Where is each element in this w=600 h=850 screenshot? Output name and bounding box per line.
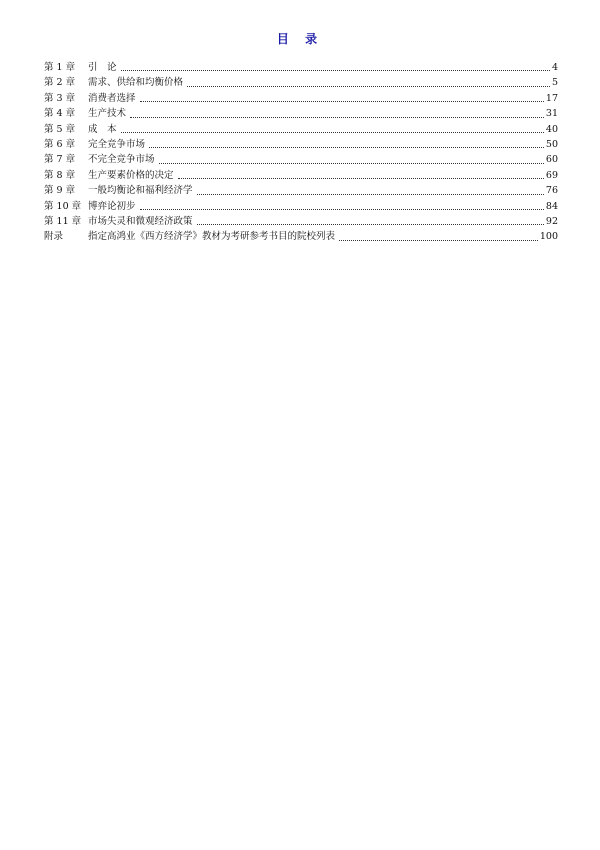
toc-chapter-number: 第 8 章 [44,169,76,181]
toc-chapter-number: 附录 [44,231,64,243]
toc-entry[interactable] [44,229,558,244]
toc-dot-leader [149,147,544,148]
toc-chapter-title: 需求、供给和均衡价格 [88,77,184,89]
toc-dot-leader [140,101,544,102]
toc-chapter-title: 一般均衡论和福利经济学 [88,185,193,197]
toc-entry[interactable] [44,168,558,183]
toc-entry[interactable] [44,199,558,214]
toc-chapter-title: 消费者选择 [88,92,136,104]
toc-chapter-title: 完全竞争市场 [88,138,146,150]
toc-dot-leader [121,70,550,71]
toc-dot-leader [140,209,544,210]
toc-chapter-number: 第 3 章 [44,92,76,104]
toc-page-number: 50 [545,138,558,150]
toc-chapter-number: 第 9 章 [44,185,76,197]
toc-chapter-title: 市场失灵和微观经济政策 [88,215,193,227]
toc-entry[interactable] [44,214,558,229]
toc-chapter-title: 成 本 [88,123,117,135]
toc-dot-leader [197,194,544,195]
toc-list [44,60,558,245]
toc-dot-leader [178,178,544,179]
toc-title: 目 录 [276,32,324,46]
toc-dot-leader [159,163,544,164]
toc-page-number: 17 [545,92,558,104]
toc-page-number: 100 [539,231,558,243]
toc-entry[interactable] [44,91,558,106]
toc-entry[interactable] [44,122,558,137]
toc-page-number: 4 [551,61,558,73]
toc-entry[interactable] [44,106,558,121]
toc-chapter-number: 第 7 章 [44,154,76,166]
toc-entry[interactable] [44,75,558,90]
toc-dot-leader [121,132,544,133]
toc-chapter-number: 第 1 章 [44,61,76,73]
toc-chapter-number: 第 6 章 [44,138,76,150]
toc-chapter-title: 生产要素价格的决定 [88,169,174,181]
toc-page-number: 84 [545,200,558,212]
toc-dot-leader [130,117,544,118]
toc-chapter-number: 第 4 章 [44,108,76,120]
toc-page-number: 60 [545,154,558,166]
toc-entry[interactable] [44,152,558,167]
toc-page-number: 5 [551,77,558,89]
toc-page-number: 40 [545,123,558,135]
toc-dot-leader [187,86,550,87]
toc-entry[interactable] [44,183,558,198]
toc-chapter-title: 引 论 [88,61,117,73]
toc-chapter-title: 指定高鸿业《西方经济学》教材为考研参考书目的院校列表 [88,231,336,243]
toc-page-number: 31 [545,108,558,120]
toc-chapter-number: 第 5 章 [44,123,76,135]
toc-chapter-title: 博弈论初步 [88,200,136,212]
toc-page-number: 92 [545,215,558,227]
toc-dot-leader [197,224,544,225]
toc-entry[interactable] [44,60,558,75]
toc-chapter-number: 第 2 章 [44,77,76,89]
toc-chapter-number: 第 10 章 [44,200,82,212]
toc-chapter-number: 第 11 章 [44,215,82,227]
toc-dot-leader [339,240,538,241]
toc-chapter-title: 不完全竞争市场 [88,154,155,166]
toc-page-number: 76 [545,185,558,197]
toc-entry[interactable] [44,137,558,152]
toc-chapter-title: 生产技术 [88,108,127,120]
toc-page-number: 69 [545,169,558,181]
